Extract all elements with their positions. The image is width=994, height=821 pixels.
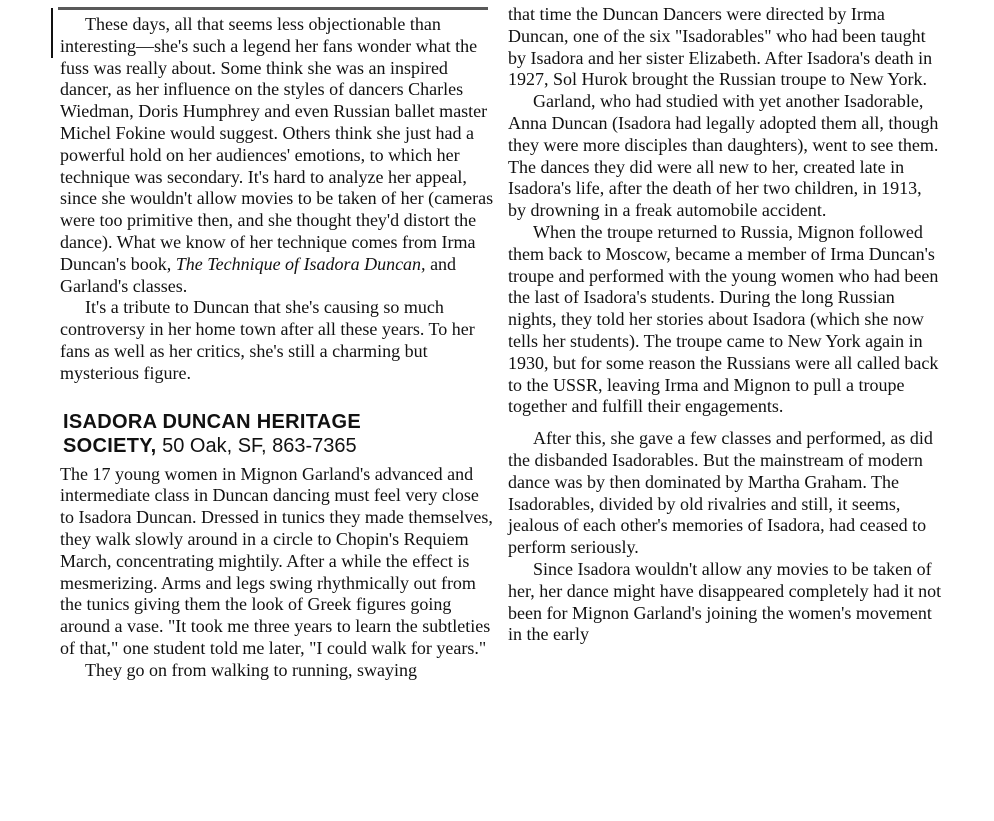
section-heading: [63, 410, 495, 458]
paragraph: It's a tribute to Duncan that she's causing so much controversy in her home town after all these years. To her fans as well as her critics, she's still a charming but mysterious figure.: [60, 297, 475, 383]
paragraph: The 17 young women in Mignon Garland's advanced and intermediate class in Duncan dancing must feel very close to Isadora Duncan. Dressed in tunics they made themselves, they walk slowly around in a circle to Chopin's Requiem March, concentrating mightily. After a while the effect is mesmerizing. Arms and legs swing rhythmically out from the tunics giving them the look of Greek figures going around a vase. "It took me three years to learn the subtleties of that," one student told me later, "I could walk for years.": [60, 463, 493, 658]
paragraph: Garland, who had studied with yet another Isadorable, Anna Duncan (Isadora had legally adopted them all, though they were more disciples than daughters), went to see them. The dances they did were all new to her, created late in Isadora's life, after the death of her two children, in 1913, by drowning in a freak automobile accident.: [508, 91, 939, 221]
book-title: The Technique of Isadora Duncan,: [175, 253, 426, 274]
paragraph: Since Isadora wouldn't allow any movies to be taken of her, her dance might have disappeared completely had it not been for Mignon Garland's joining the women's movement in the early: [508, 558, 942, 645]
clipping-top-rule: [58, 7, 488, 10]
right-column: [508, 4, 943, 646]
paragraph-text: These days, all that seems less objectionable than interesting—she's such a legend her fans wonder what the fuss was really about. Some think she was an inspired dancer, as her influence on the styles of dancers Charles Wiedman, Doris Humphrey and even Russian ballet master Michel Fokine would suggest. Others think she just had a powerful hold on her audiences' emotions, to which her technique was secondary. It's hard to analyze her appeal, since she wouldn't allow movies to be taken of her (cameras were too primitive then, and she thought they'd distort the dance). What we know of her technique comes from Irma Duncan's book,: [60, 14, 494, 274]
paragraph: After this, she gave a few classes and performed, as did the disbanded Isadorables. But the mainstream of modern dance was by then dominated by Martha Graham. The Isadorables, divided by old rivalries and still, it seems, jealous of each other's memories of Isadora, had ceased to perform seriously.: [508, 428, 933, 558]
heading-title: ISADORA DUNCAN HERITAGE: [63, 410, 362, 433]
heading-address: 50 Oak, SF, 863-7365: [156, 434, 357, 457]
clipping-left-rule: [51, 8, 53, 58]
left-column: [60, 14, 495, 682]
paragraph: [60, 14, 495, 297]
heading-title-2: SOCIETY,: [63, 434, 157, 457]
paragraph-text: and Garland's classes.: [60, 253, 457, 296]
paragraph: When the troupe returned to Russia, Mignon followed them back to Moscow, became a member of Irma Duncan's troupe and performed with the young women who had been the last of Isadora's students. During the long Russian nights, they told her stories about Isadora (which she now tells her students). The troupe came to New York again in 1930, but for some reason the Russians were all called back to the USSR, leaving Irma and Mignon to pull a troupe together and fulfill their engagements.: [508, 221, 939, 417]
paragraph: that time the Duncan Dancers were directed by Irma Duncan, one of the six "Isadorables" who had been taught by Isadora and her sister Elizabeth. After Isadora's death in 1927, Sol Hurok brought the Russian troupe to New York.: [508, 4, 933, 90]
paragraph: They go on from walking to running, swaying: [85, 659, 417, 680]
